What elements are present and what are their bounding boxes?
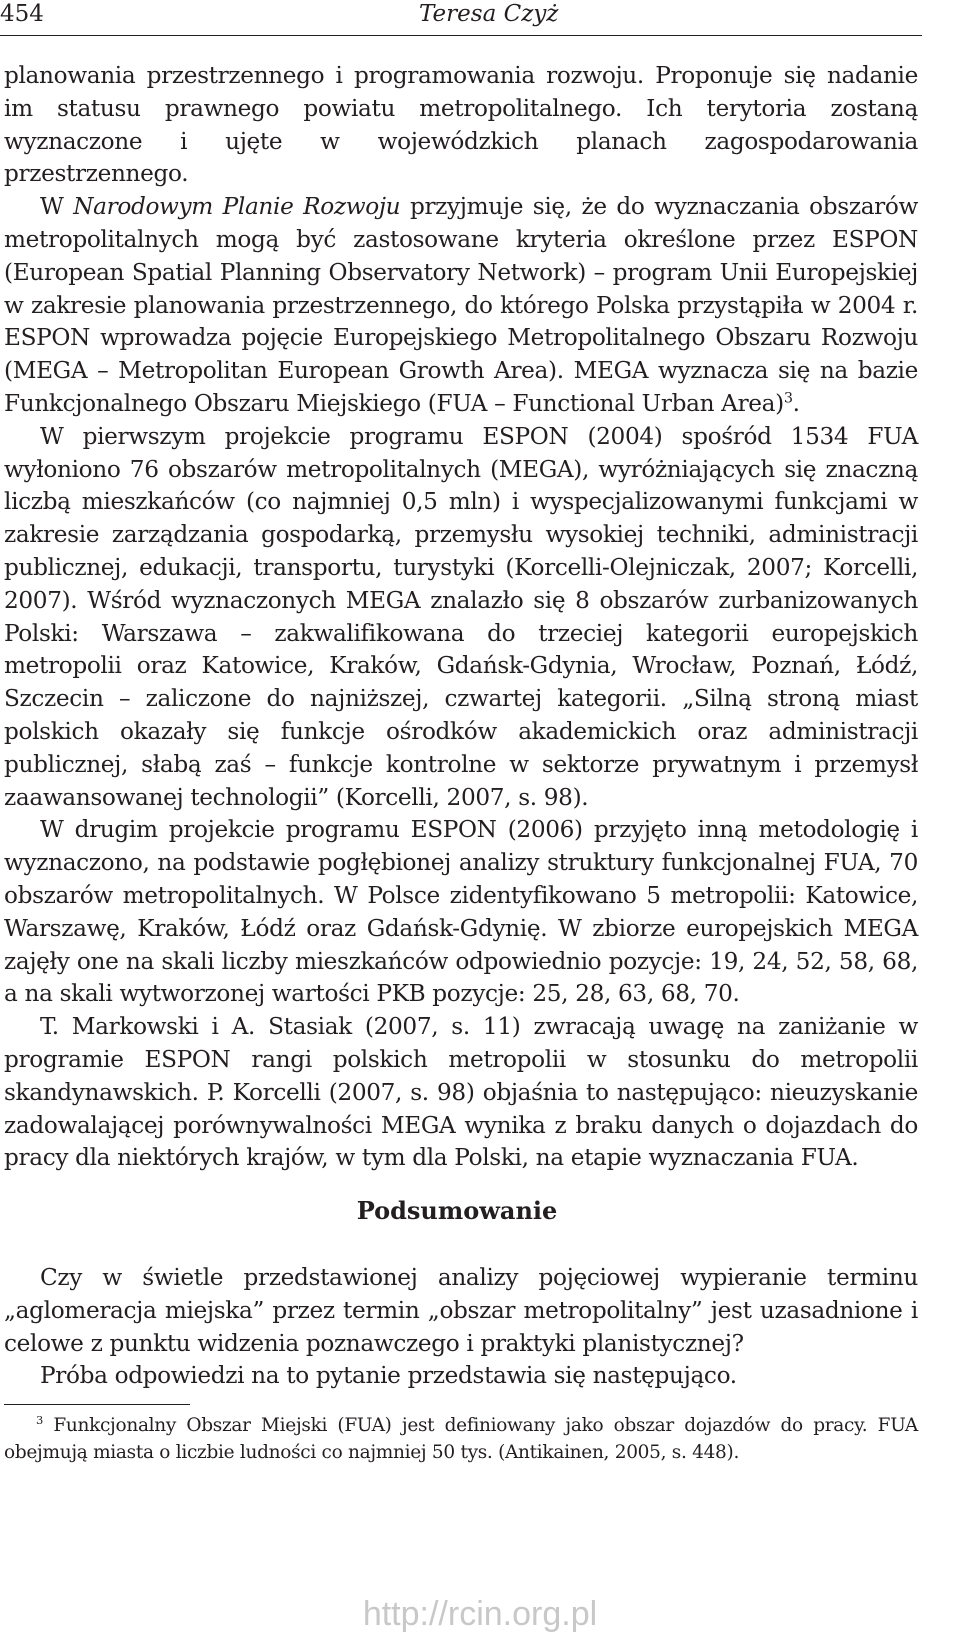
body-text	[4, 60, 918, 1175]
paragraph-1-text: planowania przestrzennego i programowania rozwoju. Proponuje się nadanie im statusu prawnego powiatu metropolitalnego. Ich terytoria zostaną wyznaczone i ujęte w wojewódzkich planach zagospodarowania przestrzennego.	[4, 62, 918, 188]
paragraph-1	[4, 60, 918, 191]
summary-text	[4, 1262, 918, 1393]
paragraph-2	[4, 191, 918, 421]
summary-paragraph-2	[4, 1360, 918, 1393]
footnote-number: 3	[36, 1412, 43, 1427]
footnote	[4, 1412, 918, 1466]
source-watermark: http://rcin.org.pl	[362, 1595, 598, 1633]
page-number: 454	[0, 1, 44, 27]
footnote-text: Funkcjonalny Obszar Miejski (FUA) jest definiowany jako obszar dojazdów do pracy. FUA obejmują miasta o liczbie ludności co najmniej 50 tys. (Antikainen, 2005, s. 448).	[4, 1415, 918, 1463]
summary-paragraph-1-text: Czy w świetle przedstawionej analizy pojęciowej wypieranie terminu „aglomeracja miejska” przez termin „obszar metropolitalny” jest uzasadnione i celowe z punktu widzenia poznawczego i praktyki planistycznej?	[4, 1264, 918, 1357]
header-rule	[0, 35, 922, 36]
paragraph-2-start: W	[40, 193, 74, 221]
paragraph-5	[4, 1011, 918, 1175]
paragraph-2-end: .	[792, 389, 800, 417]
page-header	[0, 0, 922, 36]
summary-paragraph-1	[4, 1262, 918, 1360]
paragraph-4-text: W drugim projekcie programu ESPON (2006) przyjęto inną metodologię i wyznaczono, na podstawie pogłębionej analizy struktury funkcjonalnej FUA, 70 obszarów metropolitalnych. W Polsce zidentyfikowano 5 metropolii: Katowice, Warszawę, Kraków, Łódź oraz Gdańsk-Gdynię. W zbiorze europejskich MEGA zajęły one na skali liczby mieszkańców odpowiednio pozycje: 19, 24, 52, 58, 68, a na skali wytworzonej wartości PKB pozycje: 25, 28, 63, 68, 70.	[4, 816, 918, 1008]
paragraph-2-text: przyjmuje się, że do wyznaczania obszarów metropolitalnych mogą być zastosowane kryteria określone przez ESPON (European Spatial Planning Observatory Network) – program Unii Europejskiej w zakresie planowania przestrzennego, do którego Polska przystąpiła w 2004 r. ESPON wprowadza pojęcie Europejskiego Metropolitalnego Obszaru Rozwoju (MEGA – Metropolitan European Growth Area). MEGA wyznacza się na bazie Funkcjonalnego Obszaru Miejskiego (FUA – Functional Urban Area)	[4, 193, 919, 417]
section-heading: Podsumowanie	[356, 1196, 558, 1225]
footnote-rule	[4, 1404, 190, 1405]
paragraph-4	[4, 814, 918, 1011]
footnote-reference[interactable]: 3	[783, 390, 793, 407]
running-head-author: Teresa Czyż	[419, 1, 559, 27]
summary-paragraph-2-text: Próba odpowiedzi na to pytanie przedstawia się następująco.	[40, 1362, 737, 1390]
paragraph-2-italic-title: Narodowym Planie Rozwoju	[73, 193, 401, 221]
paragraph-3	[4, 421, 918, 815]
paragraph-5-text: T. Markowski i A. Stasiak (2007, s. 11) zwracają uwagę na zaniżanie w programie ESPON rangi polskich metropolii w stosunku do metropolii skandynawskich. P. Korcelli (2007, s. 98) objaśnia to następująco: nieuzyskanie zadowalającej porównywalności MEGA wynika z braku danych o dojazdach do pracy dla niektórych krajów, w tym dla Polski, na etapie wyznaczania FUA.	[4, 1013, 918, 1172]
paragraph-3-text: W pierwszym projekcie programu ESPON (2004) spośród 1534 FUA wyłoniono 76 obszarów metropolitalnych (MEGA), wyróżniających się znaczną liczbą mieszkańców (co najmniej 0,5 mln) i wyspecjalizowanymi funkcjami w zakresie zarządzania gospodarką, przemysłu wysokiej techniki, administracji publicznej, edukacji, transportu, turystyki (Korcelli-Olejniczak, 2007; Korcelli, 2007). Wśród wyznaczonych MEGA znalazło się 8 obszarów zurbanizowanych Polski: Warszawa – zakwalifikowana do trzeciej kategorii europejskich metropolii oraz Katowice, Kraków, Gdańsk-Gdynia, Wrocław, Poznań, Łódź, Szczecin – zaliczone do najniższej, czwartej kategorii. „Silną stroną miast polskich okazały się funkcje ośrodków akademickich oraz administracji publicznej, słabą zaś – funkcje kontrolne w sektorze prywatnym i przemysł zaawansowanej technologii” (Korcelli, 2007, s. 98).	[4, 422, 918, 811]
